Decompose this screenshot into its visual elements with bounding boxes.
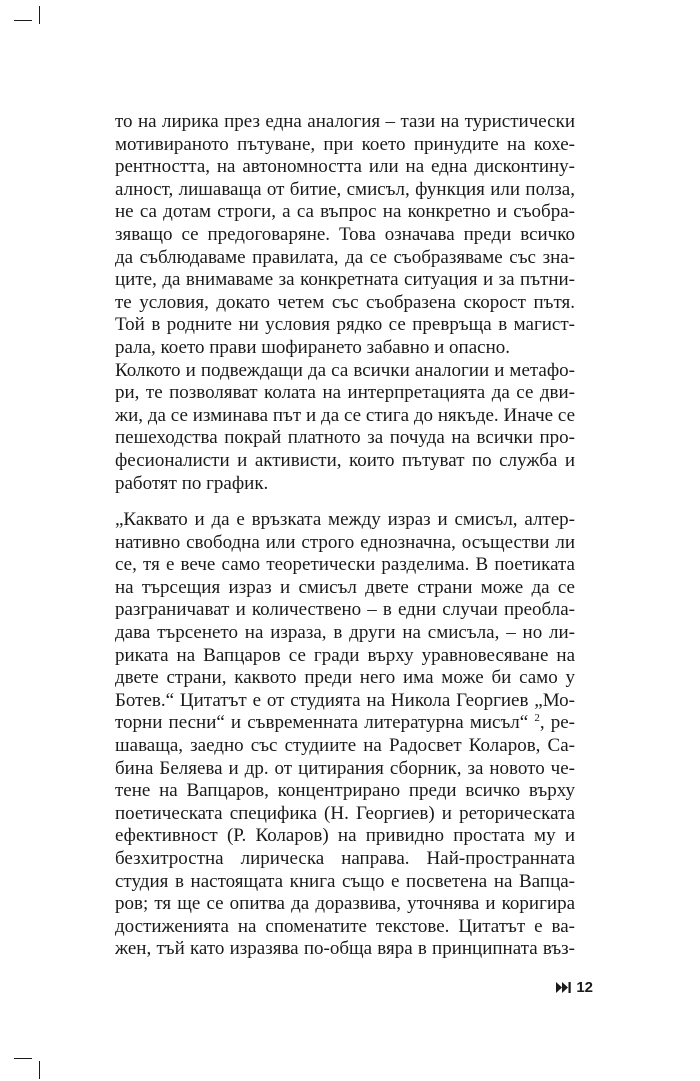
text-line: жен, тъй като изразява по-обща вяра в принципната въз-	[115, 938, 575, 960]
text-line: ците, да внимаваме за конкретната ситуация и за пътни-	[115, 269, 575, 291]
text-line: Той в родните ни условия рядко се превръща в магист-	[115, 314, 575, 336]
page-number: 12	[576, 979, 593, 996]
fast-forward-icon	[556, 982, 572, 993]
text-line: на търсещия израз и смисъл двете страни може да се	[115, 576, 575, 598]
text-line: се, тя е вече само теоретически разделима. В поетиката	[115, 554, 575, 576]
page-footer	[556, 979, 593, 996]
text-line: то на лирика през една аналогия – тази на туристически	[115, 111, 575, 132]
crop-mark-bottom-left-horizontal	[14, 1058, 32, 1059]
text-line: нативно свободна или строго еднозначна, осъществи ли	[115, 531, 575, 553]
text-line: ри, те позволяват колата на интерпретацията да се дви-	[115, 382, 575, 404]
text-line: „Каквато и да е връзката между израз и смисъл, алтер-	[115, 509, 575, 530]
text-line: не са дотам строги, а са въпрос на конкретно и съобра-	[115, 201, 575, 223]
text-line: поетическата специфика (Н. Георгиев) и реторическата	[115, 802, 575, 824]
text-segment: , ре-	[539, 712, 576, 734]
text-line: бина Беляева и др. от цитирания сборник, за новото че-	[115, 757, 575, 779]
paragraph-1	[115, 111, 575, 495]
text-line: Ботев.“ Цитатът е от студията на Никола Георгиев „Мо-	[115, 689, 575, 711]
text-line: Колкото и подвеждащи да са всички аналогии и метафо-	[115, 359, 575, 381]
text-line: ефективност (Р. Коларов) на привидно простата му и	[115, 825, 575, 847]
text-line: разграничават и количествено – в едни случаи преобла-	[115, 599, 575, 621]
text-line: рала, което прави шофирането забавно и опасно.	[115, 336, 510, 358]
text-line: работят по график.	[115, 472, 269, 494]
text-line: зяващо се предоговаряне. Това означава преди всичко	[115, 223, 575, 245]
text-line: достиженията на споменатите текстове. Цитатът е ва-	[115, 915, 575, 937]
text-line-with-footnote	[115, 712, 575, 735]
text-line: двете страни, каквото преди него има може би само у	[115, 667, 575, 689]
text-line: те условия, докато четем със съобразена скорост пътя.	[115, 291, 575, 313]
text-line: безхитростна лирическа направа. Най-пространната	[115, 847, 575, 869]
text-line: ров; тя ще се опитва да доразвива, уточнява и коригира	[115, 893, 575, 915]
text-line: дава търсенето на израза, в други на смисъла, – но ли-	[115, 621, 575, 643]
text-line: риката на Вапцаров се гради върху уравновесяване на	[115, 644, 575, 666]
crop-mark-top-left-horizontal	[14, 20, 32, 21]
crop-mark-top-left-vertical	[39, 6, 40, 24]
text-line: мотивираното пътуване, при което принудите на кохе-	[115, 133, 575, 155]
text-line: да съблюдаваме правилата, да се съобразяваме със зна-	[115, 246, 575, 268]
text-line: пешеходства покрай платното за почуда на всички про-	[115, 427, 575, 449]
text-line: тене на Вапцаров, концентрирано преди всичко върху	[115, 780, 575, 802]
text-line: студия в настоящата книга също е посветена на Вапца-	[115, 870, 575, 892]
text-line: фесионалисти и активисти, които пътуват по служба и	[115, 449, 575, 471]
text-line: рентността, на автономността или на една дисконтину-	[115, 156, 575, 178]
text-line: шаваща, заедно със студиите на Радосвет Коларов, Са-	[115, 734, 575, 756]
text-segment: торни песни“ и съвременната литературна мисъл“	[115, 712, 529, 734]
paragraph-2	[115, 509, 575, 961]
footnote-reference: 2	[534, 712, 540, 725]
text-line: алност, лишаваща от битие, смисъл, функция или полза,	[115, 178, 575, 200]
crop-mark-bottom-left-vertical	[39, 1061, 40, 1079]
text-line: жи, да се изминава път и да се стига до някъде. Иначе се	[115, 404, 575, 426]
